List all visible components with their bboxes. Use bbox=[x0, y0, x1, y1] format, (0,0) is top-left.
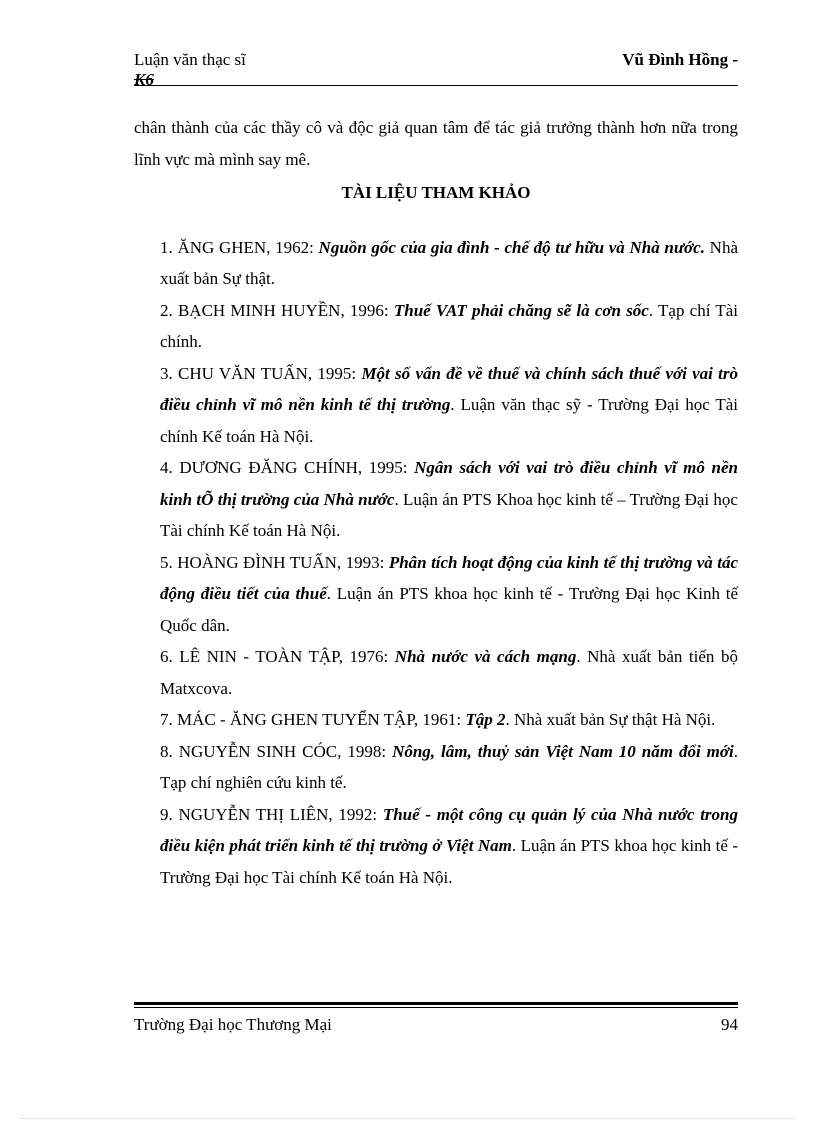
reference-author: 3. CHU VĂN TUẤN, 1995: bbox=[160, 363, 362, 383]
reference-title: Nhà nước và cách mạng bbox=[394, 647, 577, 666]
intro-paragraph: chân thành của các thầy cô và độc giả quan tâm để tác giả trưởng thành hơn nữa trong lĩnh vực mà mình say mê. bbox=[134, 118, 738, 169]
reference-publisher: . Tạp chí nghiên cứu kinh tế. bbox=[160, 741, 738, 792]
reference-item bbox=[134, 704, 738, 736]
reference-title: Nông, lâm, thuỷ sản Việt Nam 10 năm đổi mới bbox=[392, 741, 734, 761]
page-edge-divider bbox=[20, 1118, 796, 1119]
header-divider bbox=[134, 85, 738, 86]
header-author: Vũ Đình Hồng - bbox=[622, 50, 738, 69]
reference-publisher: Nhà xuất bản Sự thật. bbox=[160, 237, 738, 288]
reference-item bbox=[134, 799, 738, 894]
reference-author: 7. MÁC - ĂNG GHEN TUYỂN TẬP, 1961: bbox=[160, 710, 466, 729]
footer-university: Trường Đại học Thương Mại bbox=[134, 1015, 332, 1034]
header-edition: K6 bbox=[134, 70, 154, 89]
reference-author: 5. HOÀNG ĐÌNH TUẤN, 1993: bbox=[160, 552, 389, 572]
reference-publisher: . Tạp chí Tài chính. bbox=[160, 300, 738, 351]
footer-divider-thick bbox=[134, 1002, 738, 1005]
reference-title: Ngân sách với vai trò điều chỉnh vĩ mô nền kinh tÕ thị trường của Nhà nước bbox=[160, 458, 738, 509]
reference-item bbox=[134, 295, 738, 358]
references-heading: TÀI LIỆU THAM KHẢO bbox=[341, 183, 531, 202]
page-number: 94 bbox=[721, 1015, 738, 1034]
reference-author: 2. BẠCH MINH HUYỀN, 1996: bbox=[160, 300, 394, 320]
header-thesis-type: Luận văn thạc sĩ bbox=[134, 50, 246, 69]
reference-publisher: . Luận án PTS Khoa học kinh tế – Trường Đại học Tài chính Kế toán Hà Nội. bbox=[160, 489, 738, 540]
reference-title: Nguồn gốc của gia đình - chế độ tư hữu và Nhà nước. bbox=[318, 237, 705, 257]
reference-item bbox=[134, 452, 738, 547]
reference-title: Một số vấn đề về thuế và chính sách thuế với vai trò điều chỉnh vĩ mô nền kinh tế thị trường bbox=[160, 363, 738, 414]
reference-publisher: . Nhà xuất bản Sự thật Hà Nội. bbox=[505, 710, 716, 729]
reference-publisher: . Luận án PTS khoa học kinh tế - Trường Đại học Tài chính Kế toán Hà Nội. bbox=[160, 836, 739, 887]
reference-item bbox=[134, 736, 738, 799]
page-body bbox=[134, 112, 738, 893]
reference-author: 1. ĂNG GHEN, 1962: bbox=[160, 237, 319, 257]
reference-item bbox=[134, 641, 738, 704]
reference-publisher: . Luận văn thạc sỹ - Trường Đại học Tài chính Kế toán Hà Nội. bbox=[160, 395, 738, 446]
reference-item bbox=[134, 232, 738, 295]
reference-author: 8. NGUYỄN SINH CÓC, 1998: bbox=[160, 741, 393, 761]
page-header bbox=[134, 50, 738, 90]
reference-title: Thuế - một công cụ quản lý của Nhà nước trong điều kiện phát triển kinh tế thị trường ở Việt Nam bbox=[160, 804, 738, 855]
reference-title: Tập 2 bbox=[465, 710, 506, 729]
reference-item bbox=[134, 547, 738, 642]
reference-publisher: . Nhà xuất bản tiến bộ Matxcova. bbox=[160, 647, 738, 698]
reference-title: Thuế VAT phải chăng sẽ là cơn sốc bbox=[393, 300, 649, 320]
reference-author: 9. NGUYỄN THỊ LIÊN, 1992: bbox=[160, 804, 383, 824]
reference-author: 4. DƯƠNG ĐĂNG CHÍNH, 1995: bbox=[160, 458, 415, 477]
reference-item bbox=[134, 358, 738, 453]
footer-divider-thin bbox=[134, 1007, 738, 1008]
reference-title: Phân tích hoạt động của kinh tế thị trường và tác động điều tiết của thuế bbox=[160, 552, 738, 603]
reference-publisher: . Luận án PTS khoa học kinh tế - Trường Đại học Kinh tế Quốc dân. bbox=[160, 584, 739, 635]
reference-author: 6. LÊ NIN - TOÀN TẬP, 1976: bbox=[160, 647, 395, 666]
